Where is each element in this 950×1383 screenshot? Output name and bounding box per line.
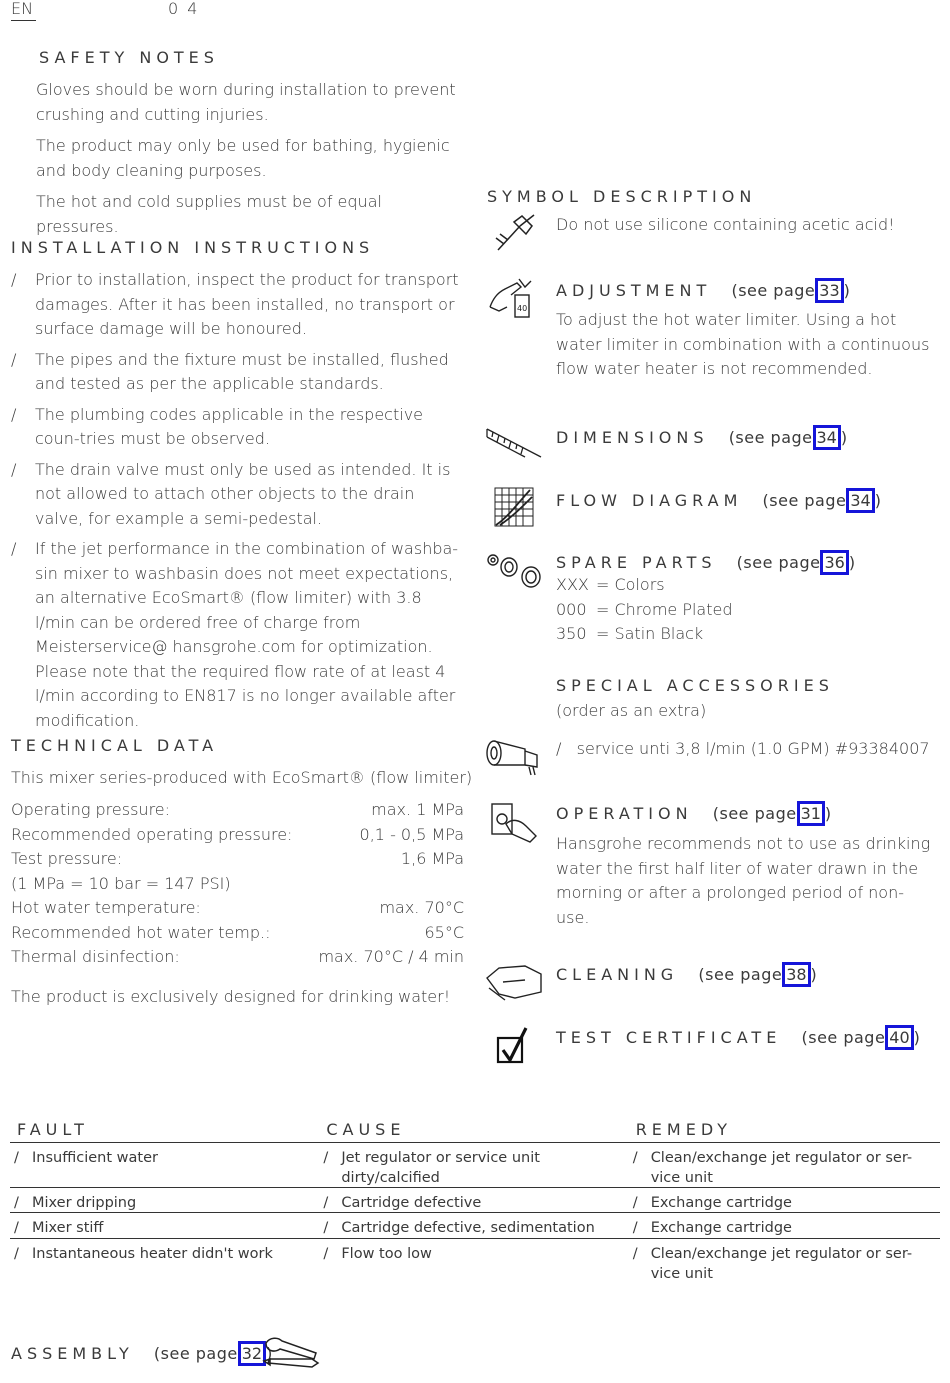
table-row: / Insufficient water / Jet regulator or service unit dirty/calcified / Clean/exchange jet regulator or ser-vice unit	[10, 1143, 940, 1188]
page-link-34b[interactable]: 34	[846, 488, 874, 513]
tech-row: (1 MPa = 10 bar = 147 PSI)	[11, 873, 231, 893]
technical-note: The product is exclusively designed for drinking water!	[11, 987, 451, 1006]
color-list	[556, 573, 733, 647]
tech-row: Operating pressure: max. 1 MPa	[11, 800, 464, 819]
operation-heading: OPERATION (see page 31 )	[556, 801, 832, 826]
service-unit-icon	[485, 737, 543, 777]
certificate-heading: TEST CERTIFICATE (see page 40 )	[556, 1025, 920, 1050]
tech-row: Hot water temperature: max. 70°C	[11, 898, 464, 917]
page-link-36[interactable]: 36	[820, 550, 848, 575]
cleaning-heading: CLEANING (see page 38 )	[556, 962, 817, 987]
flow-heading: FLOW DIAGRAM (see page 34 )	[556, 488, 881, 513]
silicone-gun-icon	[490, 212, 536, 256]
language-label: EN	[11, 0, 36, 21]
list-item: / The drain valve must only be used as intended. It is not allowed to attach other objects to the drain valve, for example a semi-pedestal.	[11, 459, 451, 528]
col-fault: FAULT	[17, 1120, 89, 1139]
technical-title: TECHNICAL DATA	[11, 736, 219, 755]
adjustment-text: To adjust the hot water limiter. Using a hot water limiter in combination with a continuous flow water heater is not recommended.	[556, 310, 930, 378]
safety-notes	[36, 78, 461, 239]
page-link-34[interactable]: 34	[813, 425, 841, 450]
technical-intro: This mixer series-produced with EcoSmart® (flow limiter)	[11, 768, 473, 787]
page-link-32[interactable]: 32	[238, 1341, 266, 1366]
operation-hand-icon	[490, 800, 540, 844]
page-link-38[interactable]: 38	[782, 962, 810, 987]
checkbox-icon	[496, 1026, 530, 1066]
special-subtitle: (order as an extra)	[556, 701, 707, 720]
page-link-33[interactable]: 33	[815, 278, 843, 303]
tech-row: Test pressure: 1,6 MPa	[11, 849, 464, 868]
page-number: 0 4	[168, 0, 200, 18]
special-item: / service unti 3,8 l/min (1.0 GPM) #93384007	[556, 739, 930, 758]
list-item: / The plumbing codes applicable in the respective coun-tries must be observed.	[11, 404, 423, 448]
tech-row: Recommended operating pressure: 0,1 - 0,5 MPa	[11, 824, 464, 844]
adjustment-hand-icon	[487, 277, 537, 321]
table-row: / Mixer stiff / Cartridge defective, sedimentation / Exchange cartridge	[10, 1213, 940, 1239]
svg-text:40: 40	[517, 304, 528, 313]
safety-note: The hot and cold supplies must be of equal pressures.	[36, 192, 382, 236]
safety-note: Gloves should be worn during installation to prevent crushing and cutting injuries.	[36, 80, 456, 124]
technical-table	[11, 798, 464, 970]
tools-icon	[262, 1333, 322, 1373]
spare-heading: SPARE PARTS (see page 36 )	[556, 550, 856, 575]
col-remedy: REMEDY	[635, 1120, 733, 1139]
silicone-note: Do not use silicone containing acetic acid!	[556, 215, 895, 234]
safety-title: SAFETY NOTES	[39, 48, 219, 67]
table-row: / Mixer dripping / Cartridge defective / Exchange cartridge	[10, 1188, 940, 1213]
table-row: / Instantaneous heater didn't work / Flow too low / Clean/exchange jet regulator or ser-vice unit	[14, 1246, 913, 1282]
dimensions-heading: DIMENSIONS (see page 34 )	[556, 425, 848, 450]
color-item: 000 = Chrome Plated	[556, 599, 733, 619]
page-link-40[interactable]: 40	[885, 1025, 913, 1050]
adjustment-heading: ADJUSTMENT (see page 33 )	[556, 278, 850, 303]
table-header	[10, 1120, 940, 1143]
safety-note: The product may only be used for bathing, hygienic and body cleaning purposes.	[36, 136, 450, 180]
col-cause: CAUSE	[326, 1120, 406, 1139]
installation-title: INSTALLATION INSTRUCTIONS	[11, 238, 375, 257]
tech-row: Recommended hot water temp.: 65°C	[11, 922, 464, 942]
spare-parts-icon	[486, 550, 544, 590]
tech-row: Thermal disinfection: max. 70°C / 4 min	[11, 947, 464, 966]
page-link-31[interactable]: 31	[797, 801, 825, 826]
special-title: SPECIAL ACCESSORIES	[556, 676, 834, 695]
color-item: 350 = Satin Black	[556, 624, 704, 643]
installation-list	[11, 268, 463, 739]
list-item: / Prior to installation, inspect the product for transport damages. After it has been installed, no transport or surface damage will be honoured.	[11, 270, 459, 338]
operation-text: Hansgrohe recommends not to use as drinking water the first half liter of water drawn in the morning or after a prolonged period of non-use.	[556, 834, 931, 927]
fault-table	[10, 1120, 940, 1285]
flow-diagram-icon	[494, 487, 534, 527]
cleaning-hand-icon	[485, 958, 545, 1002]
list-item: / If the jet performance in the combination of washba-sin mixer to washbasin does not meet expectations, an alternative EcoSmart® (flow limiter) with 3.8 l/min can be ordered free of charge from Meisterservice@ hansgrohe.com for optimization. Please note that the required flow rate of at least 4 l/min according to EN817 is no longer available after modification.	[11, 539, 459, 730]
ruler-icon	[485, 425, 543, 463]
color-item: XXX = Colors	[556, 575, 665, 594]
symbol-title: SYMBOL DESCRIPTION	[487, 187, 757, 206]
list-item: / The pipes and the fixture must be installed, flushed and tested as per the applicable standards.	[11, 349, 449, 393]
assembly-heading: ASSEMBLY (see page 32 )	[11, 1341, 273, 1366]
